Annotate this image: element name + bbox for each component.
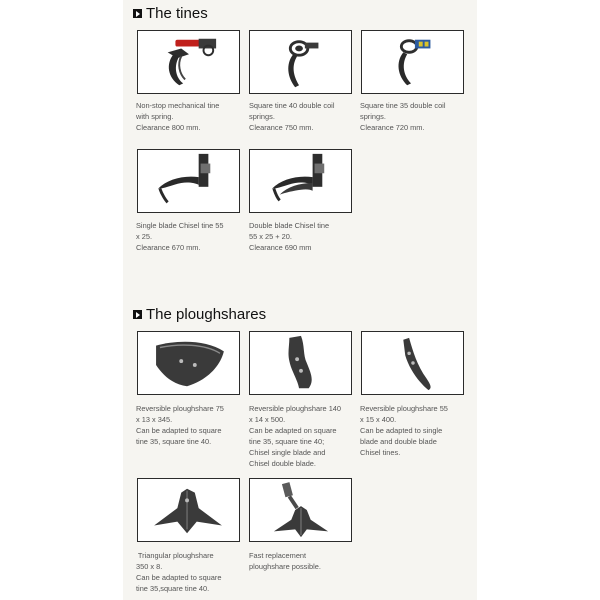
caption-ploughshare-75 [136, 403, 244, 447]
caption-line: Clearance 690 mm [249, 243, 312, 252]
caption-line: Clearance 670 mm. [136, 243, 201, 252]
bullet-arrow-icon [133, 310, 142, 319]
section-title-text: The ploughshares [146, 306, 267, 323]
caption-line: Square tine 35 double coil [360, 101, 446, 110]
caption-line: 350 x 8. [136, 562, 163, 571]
caption-line: Clearance 750 mm. [249, 123, 314, 132]
caption-line: x 15 x 400. [360, 415, 397, 424]
mechanical-tine-icon [138, 31, 239, 93]
product-image-triangular-ploughshare [137, 478, 240, 542]
caption-double-chisel-tine [249, 220, 357, 253]
caption-line: Non-stop mechanical tine [136, 101, 220, 110]
product-image-square-tine-35 [361, 30, 464, 94]
caption-line: blade and double blade [360, 437, 437, 446]
product-image-double-chisel-tine [249, 149, 352, 213]
caption-mechanical-tine [136, 100, 244, 133]
wide-ploughshare-icon [250, 332, 351, 394]
triangular-ploughshare-icon [138, 479, 239, 541]
caption-line: tine 35,square tine 40. [136, 584, 210, 593]
product-image-ploughshare-55 [361, 331, 464, 395]
caption-line: Chisel single blade and [249, 448, 326, 457]
caption-ploughshare-140 [249, 403, 357, 469]
section-title-tines [133, 5, 208, 22]
fast-replacement-icon [250, 479, 351, 541]
caption-line: Chisel double blade. [249, 459, 316, 468]
caption-line: Reversible ploughshare 140 [249, 404, 342, 413]
caption-line: x 13 x 345. [136, 415, 173, 424]
product-image-ploughshare-75 [137, 331, 240, 395]
caption-line: Reversible ploughshare 75 [136, 404, 224, 413]
caption-fast-replacement [249, 550, 357, 572]
product-image-fast-replacement [249, 478, 352, 542]
chisel-tine-icon [138, 150, 239, 212]
bullet-arrow-icon [133, 9, 142, 18]
curved-ploughshare-icon [138, 332, 239, 394]
caption-square-tine-40 [249, 100, 357, 133]
section-title-text: The tines [146, 5, 208, 22]
section-title-ploughshares [133, 306, 266, 323]
caption-line: Single blade Chisel tine 55 [136, 221, 224, 230]
caption-line: tine 35, square tine 40; [249, 437, 325, 446]
caption-line: Can be adapted to single [360, 426, 443, 435]
narrow-ploughshare-icon [362, 332, 463, 394]
chisel-tine-icon [250, 150, 351, 212]
caption-line: Clearance 800 mm. [136, 123, 201, 132]
caption-line: ploughshare possible. [249, 562, 321, 571]
product-image-ploughshare-140 [249, 331, 352, 395]
caption-line: Chisel tines. [360, 448, 401, 457]
caption-line: Square tine 40 double coil [249, 101, 335, 110]
caption-line: 55 x 25 + 20. [249, 232, 292, 241]
caption-square-tine-35 [360, 100, 468, 133]
double-coil-tine-icon [250, 31, 351, 93]
caption-line: Triangular ploughshare [136, 551, 214, 560]
product-image-square-tine-40 [249, 30, 352, 94]
caption-line: x 14 x 500. [249, 415, 286, 424]
double-coil-tine-icon [362, 31, 463, 93]
caption-ploughshare-55 [360, 403, 468, 458]
caption-line: x 25. [136, 232, 153, 241]
caption-line: Fast replacement [249, 551, 307, 560]
caption-line: Can be adapted on square [249, 426, 337, 435]
caption-line: springs. [249, 112, 275, 121]
caption-line: Can be adapted to square [136, 573, 222, 582]
product-image-single-chisel-tine [137, 149, 240, 213]
caption-line: Double blade Chisel tine [249, 221, 330, 230]
caption-line: Can be adapted to square [136, 426, 222, 435]
caption-triangular-ploughshare [136, 550, 244, 594]
caption-line: Reversible ploughshare 55 [360, 404, 448, 413]
caption-line: Clearance 720 mm. [360, 123, 425, 132]
caption-line: springs. [360, 112, 386, 121]
caption-line: tine 35, square tine 40. [136, 437, 212, 446]
caption-single-chisel-tine [136, 220, 244, 253]
product-image-mechanical-tine [137, 30, 240, 94]
caption-line: with spring. [136, 112, 174, 121]
